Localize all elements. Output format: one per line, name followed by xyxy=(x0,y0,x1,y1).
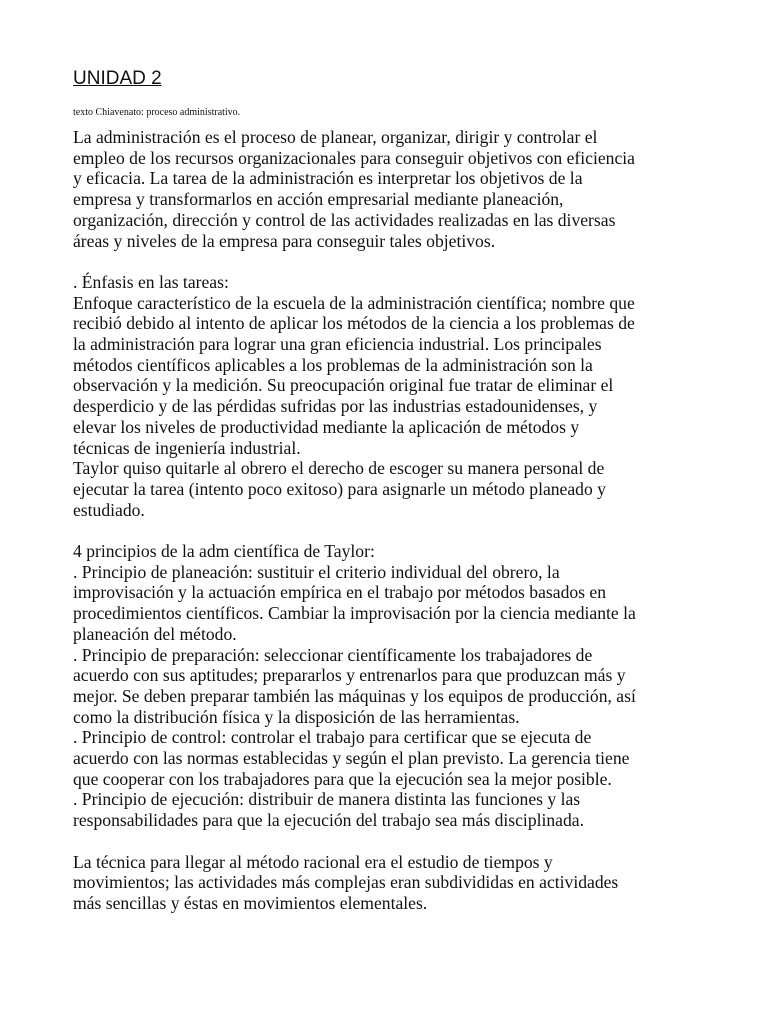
paragraph-gap xyxy=(73,251,703,272)
text-line: que cooperar con los trabajadores para que la ejecución sea la mejor posible. xyxy=(73,768,612,789)
text-line: improvisación y la actuación empírica en el trabajo por métodos basados en xyxy=(73,582,607,603)
text-line: observación y la medición. Su preocupación original fue tratar de eliminar el xyxy=(73,375,614,396)
text-line: . Principio de preparación: seleccionar científicamente los trabajadores de xyxy=(73,644,593,665)
text-line: técnicas de ingeniería industrial. xyxy=(73,437,301,458)
paragraph-rational-method xyxy=(73,852,703,914)
text-line: desperdicio y de las pérdidas sufridas por las industrias estadounidenses, y xyxy=(73,396,598,417)
document-page xyxy=(73,66,703,914)
document-subtitle: texto Chiavenato: proceso administrativo. xyxy=(73,107,241,118)
text-line: y eficacia. La tarea de la administración es interpretar los objetivos de la xyxy=(73,168,583,189)
text-line: acuerdo con sus aptitudes; prepararlos y entrenarlos para que produzcan más y xyxy=(73,665,626,686)
text-line: recibió debido al intento de aplicar los métodos de la ciencia a los problemas de xyxy=(73,313,635,334)
text-line: la administración para lograr una gran eficiencia industrial. Los principales xyxy=(73,334,602,355)
text-line: elevar los niveles de productividad mediante la aplicación de métodos y xyxy=(73,416,580,437)
paragraph-gap xyxy=(73,831,703,852)
text-line: estudiado. xyxy=(73,499,145,520)
text-line: organización, dirección y control de las actividades realizadas en las diversas xyxy=(73,209,616,230)
text-line: áreas y niveles de la empresa para conseguir tales objetivos. xyxy=(73,230,496,251)
text-line: 4 principios de la adm científica de Taylor: xyxy=(73,541,375,562)
text-line: empresa y transformarlos en acción empresarial mediante planeación, xyxy=(73,189,564,210)
text-line: como la distribución física y la disposición de las herramientas. xyxy=(73,706,520,727)
text-line: . Énfasis en las tareas: xyxy=(73,271,229,292)
text-line: . Principio de control: controlar el trabajo para certificar que se ejecuta de xyxy=(73,727,592,748)
paragraph-taylor-principles xyxy=(73,541,703,831)
paragraph-definition xyxy=(73,127,703,251)
text-line: Taylor quiso quitarle al obrero el derecho de escoger su manera personal de xyxy=(73,458,605,479)
paragraph-gap xyxy=(73,520,703,541)
text-line: ejecutar la tarea (intento poco exitoso) para asignarle un método planeado y xyxy=(73,478,606,499)
text-line: métodos científicos aplicables a los problemas de la administración son la xyxy=(73,354,593,375)
text-line: La administración es el proceso de planear, organizar, dirigir y controlar el xyxy=(73,127,598,147)
text-line: procedimientos científicos. Cambiar la improvisación por la ciencia mediante la xyxy=(73,603,636,624)
text-line: más sencillas y éstas en movimientos elementales. xyxy=(73,892,428,913)
text-line: empleo de los recursos organizacionales para conseguir objetivos con eficiencia xyxy=(73,147,635,168)
text-line: planeación del método. xyxy=(73,623,237,644)
paragraph-task-emphasis xyxy=(73,272,703,520)
text-line: movimientos; las actividades más complejas eran subdivididas en actividades xyxy=(73,872,619,893)
text-line: acuerdo con las normas establecidas y según el plan previsto. La gerencia tiene xyxy=(73,748,630,769)
text-line: . Principio de ejecución: distribuir de manera distinta las funciones y las xyxy=(73,789,581,810)
text-line: . Principio de planeación: sustituir el criterio individual del obrero, la xyxy=(73,561,560,582)
text-line: responsabilidades para que la ejecución del trabajo sea más disciplinada. xyxy=(73,810,585,831)
text-line: Enfoque característico de la escuela de la administración científica; nombre que xyxy=(73,292,635,313)
text-line: La técnica para llegar al método racional era el estudio de tiempos y xyxy=(73,851,553,872)
document-title: UNIDAD 2 xyxy=(73,68,162,89)
text-line: mejor. Se deben preparar también las máquinas y los equipos de producción, así xyxy=(73,685,636,706)
